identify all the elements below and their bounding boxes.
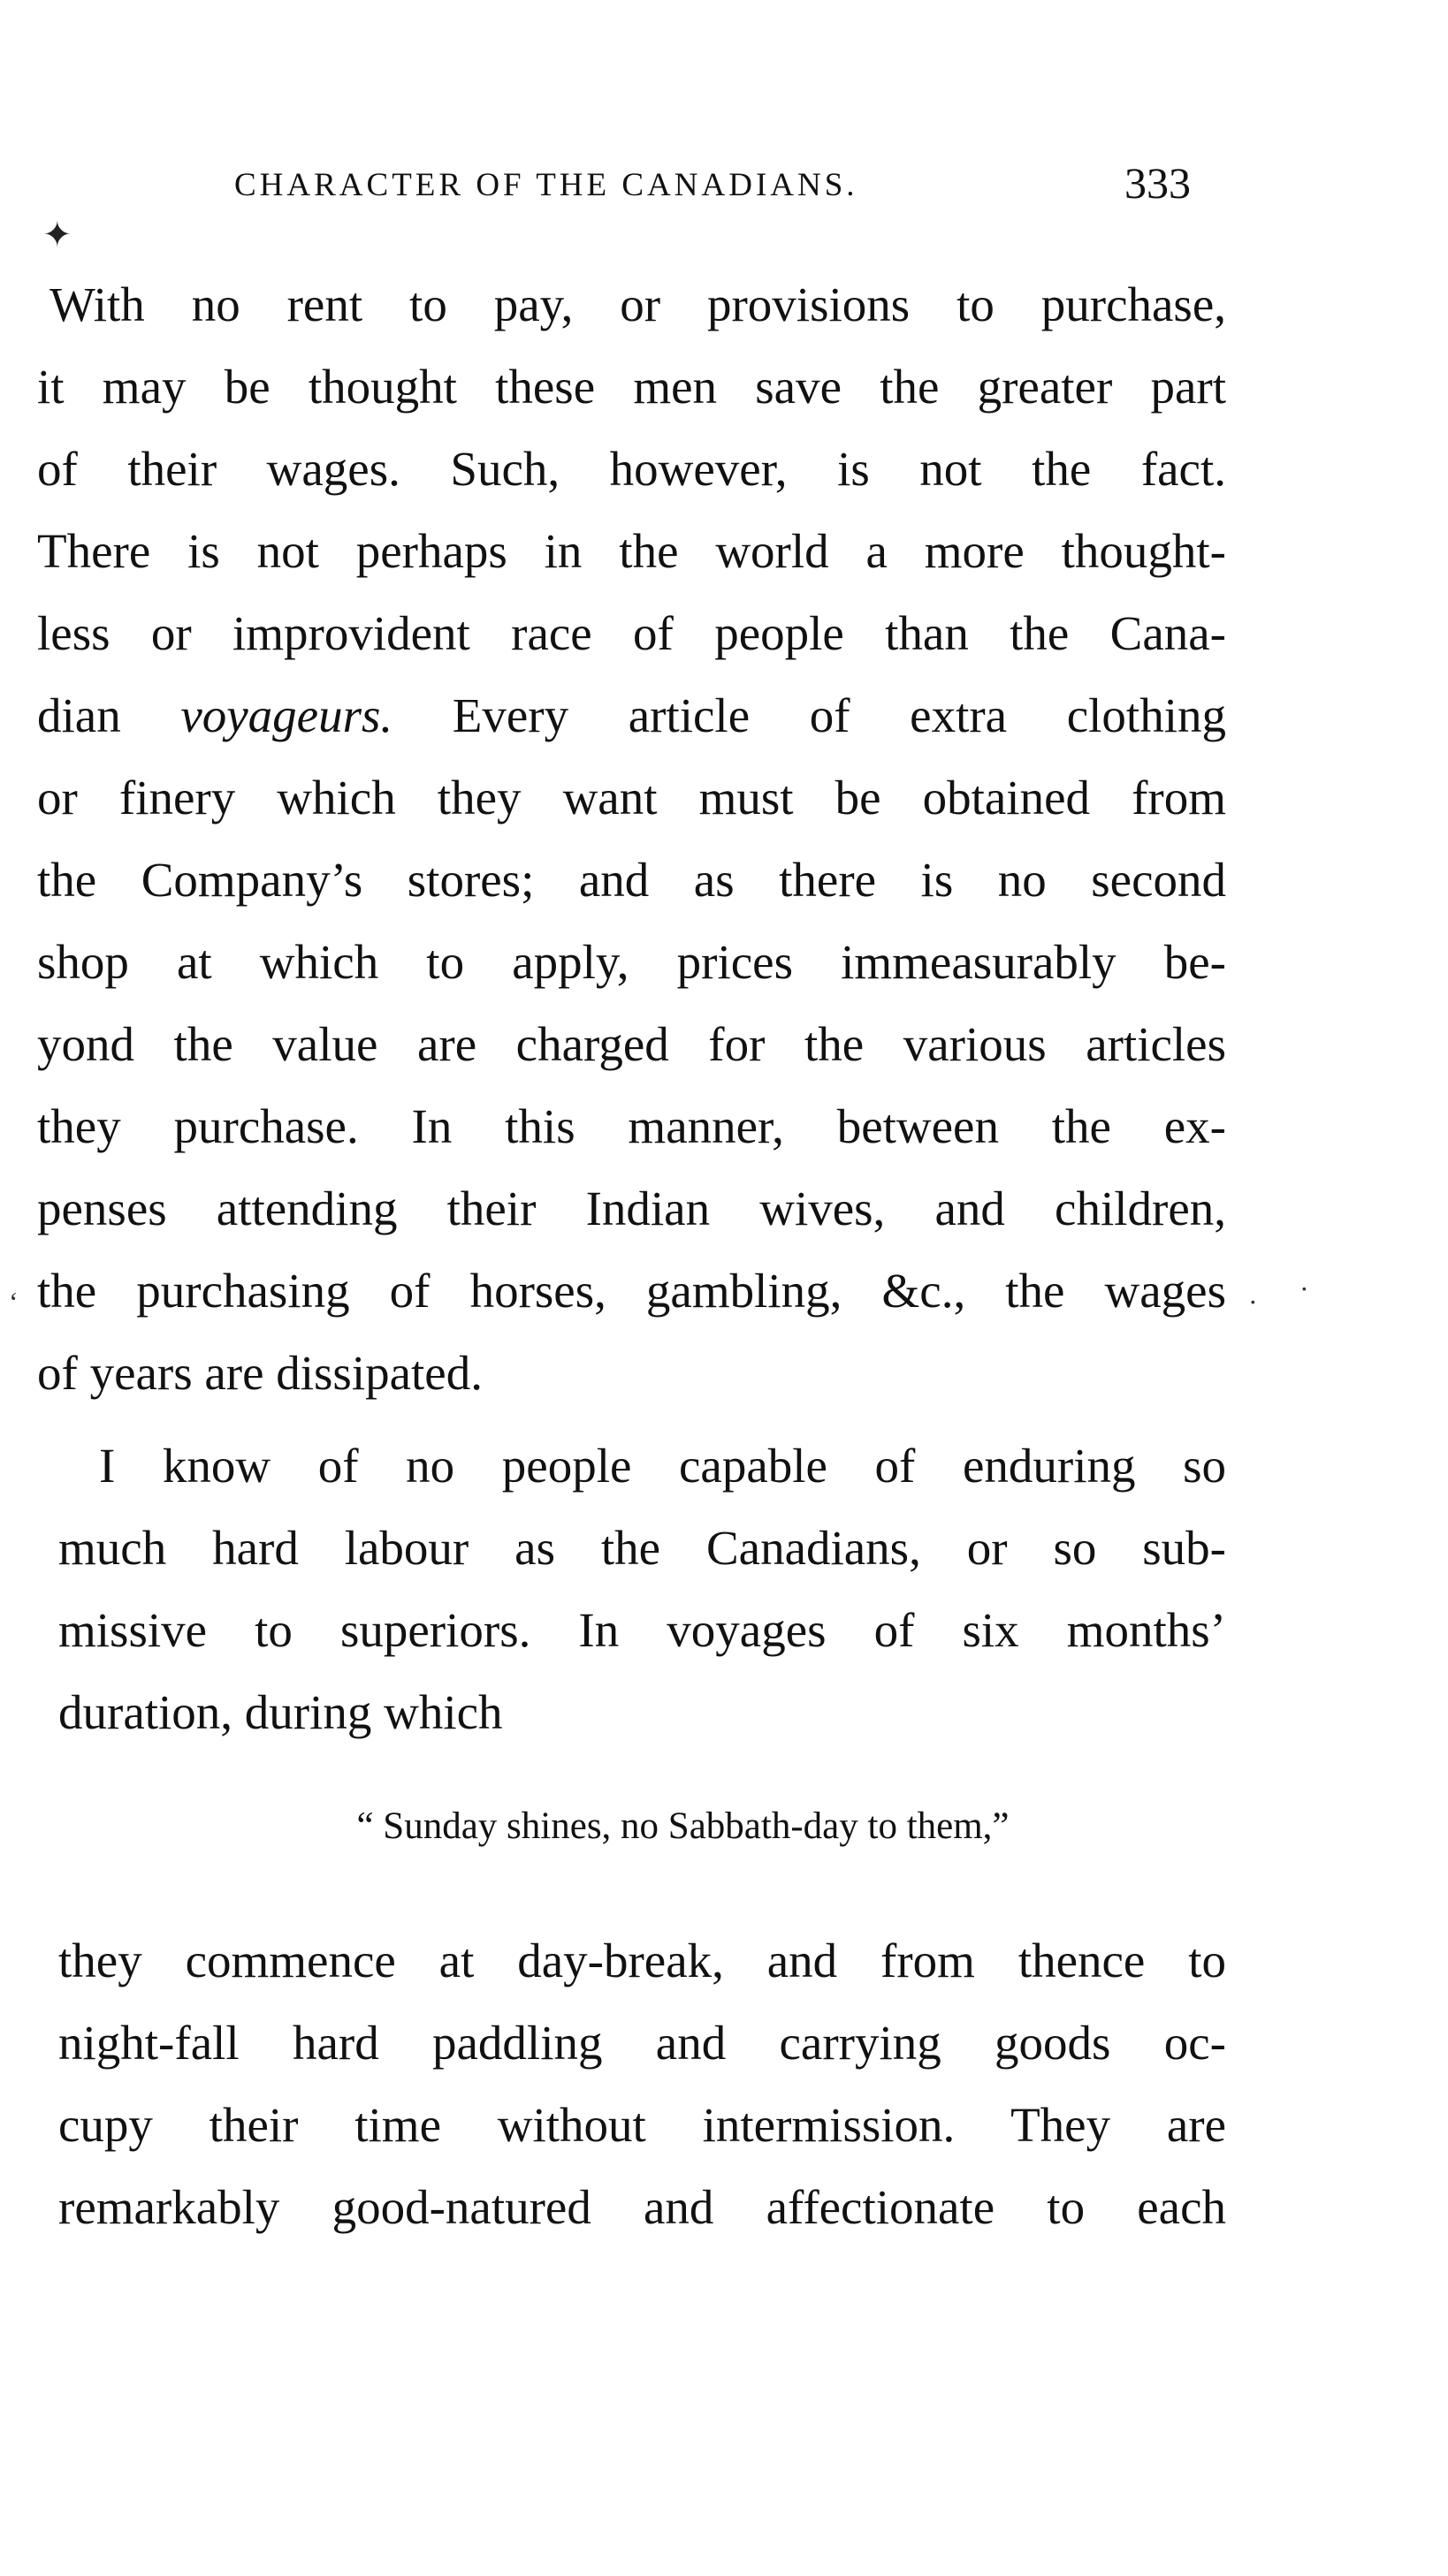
text-line: yond the value are charged for the various articles — [37, 1017, 1226, 1071]
text-line: There is not perhaps in the world a more thought- — [37, 524, 1226, 578]
text-line: less or improvident race of people than the Cana- — [37, 606, 1226, 660]
text-line: it may be thought these men save the greater part — [37, 360, 1226, 414]
text-line: of years are dissipated. — [37, 1346, 483, 1400]
text-line: remarkably good-natured and affectionate to each — [58, 2180, 1226, 2234]
text-line: duration, during which — [58, 1685, 503, 1739]
running-title: CHARACTER OF THE CANADIANS. — [234, 167, 858, 203]
quotation: “ Sunday shines, no Sabbath-day to them,” — [356, 1805, 1010, 1847]
text-line: I know of no people capable of enduring so — [99, 1439, 1226, 1493]
paragraph-3 — [37, 1919, 1226, 2248]
text-line: With no rent to pay, or provisions to purchase, — [50, 277, 1226, 331]
stray-mark-icon: · — [1248, 1286, 1258, 1318]
ink-mark-icon: ✦ — [42, 215, 72, 255]
text-line: cupy their time without intermission. They are — [58, 2098, 1226, 2152]
text-line: they commence at day-break, and from thence to — [58, 1934, 1226, 1987]
text-line: they purchase. In this manner, between the ex- — [37, 1099, 1226, 1153]
paragraph-2 — [37, 1425, 1226, 1753]
stray-mark-icon: · — [1299, 1273, 1309, 1304]
text-segment: Every article of extra clothing — [392, 688, 1226, 742]
text-line: missive to superiors. In voyages of six months’ — [58, 1603, 1226, 1657]
text-line: the purchasing of horses, gambling, &c., the wages — [37, 1264, 1226, 1318]
text-line: night-fall hard paddling and carrying goods oc- — [58, 2016, 1226, 2070]
text-segment: dian — [37, 688, 181, 742]
text-line: much hard labour as the Canadians, or so sub- — [58, 1521, 1226, 1575]
text-line: penses attending their Indian wives, and children, — [37, 1182, 1226, 1235]
page-number: 333 — [1124, 158, 1191, 208]
text-line: shop at which to apply, prices immeasurably be- — [37, 935, 1226, 989]
text-line: or finery which they want must be obtained from — [37, 771, 1226, 824]
text-line — [37, 674, 1226, 756]
italic-word: voyageurs. — [180, 688, 393, 742]
stray-mark-icon: ‘ — [9, 1286, 19, 1318]
text-line: the Company’s stores; and as there is no second — [37, 853, 1226, 907]
text-line: of their wages. Such, however, is not the fact. — [37, 442, 1226, 496]
paragraph-1 — [37, 263, 1226, 1414]
